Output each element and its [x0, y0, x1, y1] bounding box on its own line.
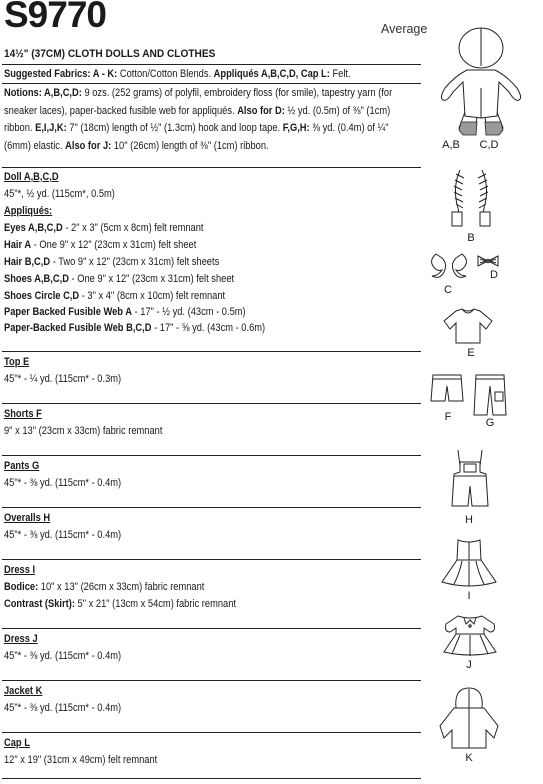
divider: [2, 64, 421, 65]
notions-fgh-label: F,G,H:: [282, 122, 310, 134]
applique-item: [4, 320, 265, 337]
fabrics-label: Suggested Fabrics: A - K:: [4, 68, 118, 80]
applique-item-label: Paper Backed Fusible Web A: [4, 306, 132, 318]
section-line-text: 45"* - ⅜ yd. (115cm* - 0.4m): [4, 529, 122, 541]
divider: [2, 83, 421, 84]
sketch-label: F: [444, 411, 452, 423]
applique-item-label: Eyes A,B,C,D: [4, 222, 63, 234]
section-line: [4, 700, 121, 717]
applique-item-label: Shoes Circle C,D: [4, 290, 80, 302]
section-heading-shorts-f: Shorts F: [4, 408, 42, 420]
hooded-jacket-sketch: [436, 686, 502, 750]
section-line: [4, 371, 121, 388]
section-heading-top-e: Top E: [4, 356, 30, 368]
applique-item-label: Hair B,C,D: [4, 256, 51, 268]
notions-paragraph: [4, 85, 418, 155]
sketch-label: A,B: [442, 139, 460, 151]
doll-yardage: 45"*, ½ yd. (115cm*, 0.5m): [4, 188, 115, 200]
applique-item-label: Paper-Backed Fusible Web B,C,D: [4, 322, 152, 334]
divider: [2, 680, 421, 681]
divider: [2, 455, 421, 456]
notions-text: ½ yd. (0.5m) of ⅜" (1cm) ribbon.: [4, 104, 391, 134]
section-line-text: 9" x 13" (23cm x 33cm) fabric remnant: [4, 425, 163, 437]
divider: [2, 628, 421, 629]
divider: [2, 167, 421, 168]
notions-label: Notions: A,B,C,D:: [4, 87, 82, 99]
section-line: [4, 752, 157, 769]
appliques-fabric-label: Appliqués A,B,C,D, Cap L:: [213, 68, 330, 80]
section-line-text: 45"* - ¼ yd. (115cm* - 0.3m): [4, 373, 122, 385]
applique-item-text: - 17" - ½ yd. (43cm - 0.5m): [131, 306, 246, 318]
applique-item: [4, 254, 219, 271]
top-sketch: [440, 307, 496, 347]
pigtail-hair-sketch: [428, 250, 470, 280]
braided-hair-sketch: [446, 168, 496, 230]
difficulty-label: Average: [381, 22, 428, 36]
appliques-heading: Appliqués:: [4, 205, 53, 217]
divider: [2, 403, 421, 404]
section-heading-dress-i: Dress I: [4, 564, 36, 576]
divider: [2, 559, 421, 560]
notions-also-j-label: Also for J:: [65, 139, 112, 152]
sketch-label: D: [490, 269, 498, 281]
notions-text: 7" (18cm) length of ½" (1.3cm) hook and loop tape.: [66, 122, 283, 134]
section-line: [4, 475, 121, 492]
applique-item: [4, 237, 196, 254]
applique-item: [4, 304, 246, 321]
applique-item-text: - 2" x 3" (5cm x 8cm) felt remnant: [62, 222, 204, 234]
section-line: [4, 579, 204, 596]
sketch-label: C,D: [479, 139, 499, 151]
section-line: [4, 423, 162, 440]
applique-item-text: - 3" x 4" (8cm x 10cm) felt remnant: [79, 290, 226, 302]
divider: [2, 351, 421, 352]
doll-sketch: [425, 26, 535, 138]
applique-item-text: - Two 9" x 12" (23cm x 31cm) felt sheets: [50, 256, 220, 268]
section-line-label: Contrast (Skirt):: [4, 598, 75, 610]
ruffle-dress-sketch: [440, 610, 500, 658]
section-line-text: 12" x 19" (31cm x 49cm) felt remnant: [4, 754, 158, 766]
section-heading-doll: Doll A,B,C,D: [4, 171, 59, 183]
overalls-sketch: [448, 448, 492, 510]
section-line: [4, 596, 236, 613]
pattern-title: 14½" (37CM) CLOTH DOLLS AND CLOTHES: [4, 48, 216, 60]
divider: [2, 778, 421, 779]
applique-item-text: - One 9" x 12" (23cm x 31cm) felt sheet: [68, 273, 235, 285]
sketch-label: C: [444, 284, 452, 296]
sketch-label: E: [467, 347, 475, 359]
pants-sketch: [473, 372, 509, 418]
section-heading-dress-j: Dress J: [4, 633, 38, 645]
section-heading-cap-l: Cap L: [4, 737, 30, 749]
section-heading-jacket-k: Jacket K: [4, 685, 43, 697]
applique-item-label: Shoes A,B,C,D: [4, 273, 69, 285]
applique-item-label: Hair A: [4, 239, 32, 251]
divider: [2, 732, 421, 733]
sketch-label: H: [465, 514, 473, 526]
section-heading-overalls-h: Overalls H: [4, 512, 51, 524]
dress-sketch: [440, 538, 498, 590]
sketch-label: J: [466, 659, 472, 671]
fabrics-text: Cotton/Cotton Blends.: [117, 68, 214, 80]
notions-also-d-label: Also for D:: [237, 104, 285, 117]
notions-text: 10" (26cm) length of ⅜" (1cm) ribbon.: [111, 139, 269, 152]
section-line-text: 45"* - ⅜ yd. (115cm* - 0.4m): [4, 477, 122, 489]
notions-eijk-label: E,I,J,K:: [35, 122, 67, 134]
section-line-text: 5" x 21" (13cm x 54cm) fabric remnant: [74, 598, 236, 610]
sketch-label: G: [485, 417, 495, 429]
suggested-fabrics: [4, 66, 351, 83]
sketch-label: K: [465, 752, 473, 764]
applique-item: [4, 288, 225, 305]
notions-text: ⅜ yd. (0.4m) of ¼" (6mm) elastic.: [4, 122, 389, 152]
appliques-fabric-text: Felt.: [329, 68, 351, 80]
notions-text: 9 ozs. (252 grams) of polyfil, embroidery floss (for smile), tapestry yarn (for sneaker laces), paper-backed fusible web for appliqués.: [4, 87, 393, 117]
pattern-number: S9770: [4, 0, 106, 35]
applique-item-text: - 17" - ⅝ yd. (43cm - 0.6m): [151, 322, 266, 334]
shorts-sketch: [430, 372, 466, 404]
divider: [2, 507, 421, 508]
applique-item: [4, 220, 204, 237]
section-line-text: 45"* - ⅜ yd. (115cm* - 0.4m): [4, 650, 122, 662]
applique-item-text: - One 9" x 12" (23cm x 31cm) felt sheet: [31, 239, 197, 251]
sketch-label: B: [467, 232, 475, 244]
section-line-text: 10" x 13" (26cm x 33cm) fabric remnant: [38, 581, 205, 593]
applique-item: [4, 271, 234, 288]
section-heading-pants-g: Pants G: [4, 460, 40, 472]
section-line: [4, 527, 121, 544]
section-line: [4, 648, 121, 665]
sketch-label: I: [467, 590, 471, 602]
section-line-text: 45"* - ⅜ yd. (115cm* - 0.4m): [4, 702, 122, 714]
section-line-label: Bodice:: [4, 581, 39, 593]
